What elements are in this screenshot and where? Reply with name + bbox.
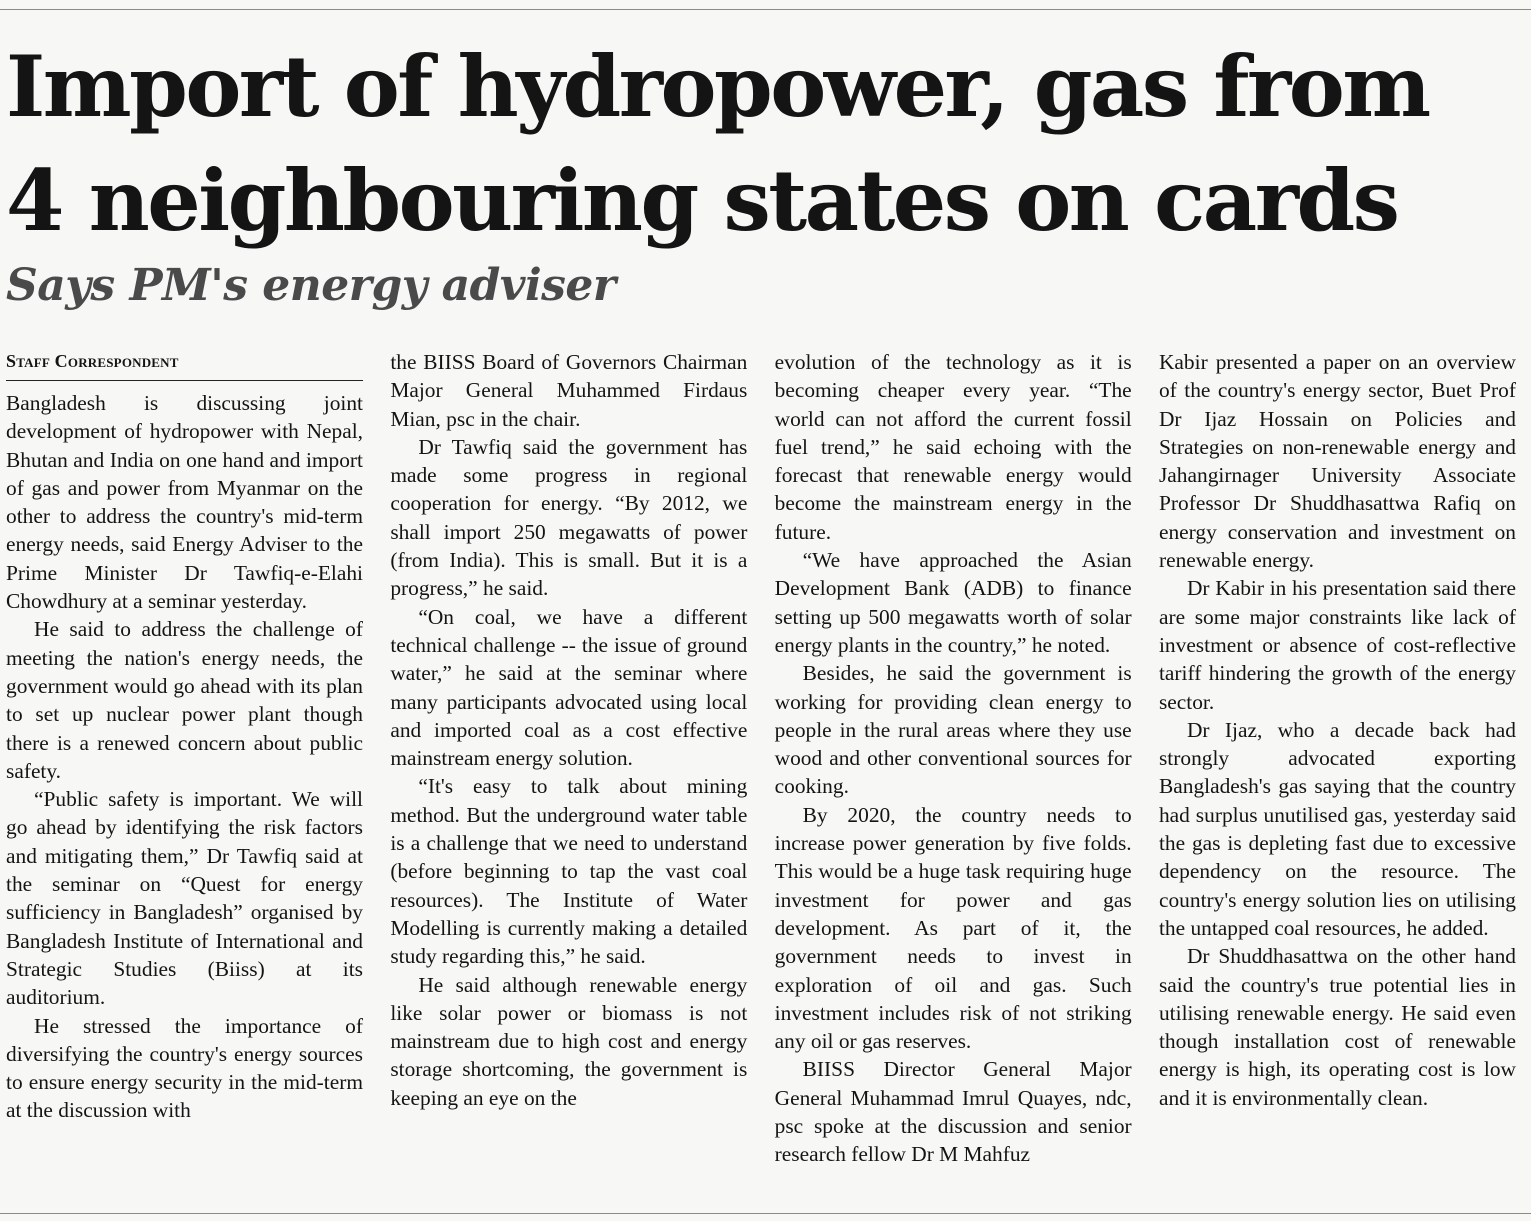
paragraph: Besides, he said the government is working for providing clean energy to people in the rural areas where they use wood and other conventional sources for cooking. [774, 661, 1132, 799]
paragraph: Dr Tawfiq said the government has made some progress in regional cooperation for energy. “By 2012, we shall import 250 megawatts of power (from India). This is small. But it is a progress,” he said. [390, 434, 748, 601]
paragraph: “On coal, we have a different technical challenge -- the issue of ground water,” he said at the seminar where many participants advocated using local and imported coal as a cost effective mainstream energy solution. [390, 604, 748, 771]
paragraph: Dr Shuddhasattwa on the other hand said the country's true potential lies in utilising renewable energy. He said even though installation cost of renewable energy is high, its operating cost is low and it is environmentally clean. [1158, 944, 1516, 1110]
byline: Staff Correspondent [6, 348, 363, 381]
paragraph: the BIISS Board of Governors Chairman Major General Muhammed Firdaus Mian, psc in the chair. [390, 350, 748, 431]
bottom-rule [0, 1213, 1531, 1214]
headline-line-1: Import of hydropower, gas from [6, 37, 1429, 136]
paragraph: Dr Kabir in his presentation said there are some major constraints like lack of investment or absence of cost-reflective tariff hindering the growth of the energy sector. [1158, 576, 1516, 714]
paragraph: Kabir presented a paper on an overview of the country's energy sector, Buet Prof Dr Ijaz Hossain on Policies and Strategies on non-renewable energy and Jahangirnager University Associate Professor Dr Shuddhasattwa Rafiq on energy conservation and investment on renewable energy. [1158, 350, 1516, 573]
paragraph: By 2020, the country needs to increase power generation by five folds. This would be a huge task requiring huge investment for power and gas development. As part of it, the government needs to invest in exploration of oil and gas. Such investment includes risk of not striking any oil or gas reserves. [774, 802, 1132, 1054]
paragraph: He said although renewable energy like solar power or biomass is not mainstream due to high cost and energy storage shortcoming, the government is keeping an eye on the [390, 972, 748, 1110]
paragraph: Dr Ijaz, who a decade back had strongly advocated exporting Bangladesh's gas saying that the country had surplus unutilised gas, yesterday said the gas is depleting fast due to excessive dependency on the resource. The country's energy solution lies on utilising the untapped coal resources, he added. [1158, 717, 1516, 940]
column-1 [6, 348, 363, 1169]
subheadline: Says PM's energy adviser [6, 260, 616, 311]
column-4 [1159, 348, 1516, 1169]
paragraph: “Public safety is important. We will go ahead by identifying the risk factors and mitigating them,” Dr Tawfiq said at the seminar on “Quest for energy sufficiency in Bangladesh” organised by Bangladesh Institute of International and Strategic Studies (Biiss) at its auditorium. [6, 787, 363, 1010]
column-2 [390, 348, 747, 1169]
paragraph: He said to address the challenge of meeting the nation's energy needs, the government would go ahead with its plan to set up nuclear power plant though there is a renewed concern about public safety. [6, 617, 363, 783]
paragraph: “It's easy to talk about mining method. But the underground water table is a challenge that we need to understand (before beginning to tap the vast coal resources). The Institute of Water Modelling is currently making a detailed study regarding this,” he said. [390, 774, 748, 969]
article [6, 30, 1522, 1167]
top-rule [0, 9, 1531, 10]
paragraph: He stressed the importance of diversifying the country's energy sources to ensure energy security in the mid-term at the discussion with [6, 1013, 363, 1123]
paragraph: BIISS Director General Major General Muhammad Imrul Quayes, ndc, psc spoke at the discussion and senior research fellow Dr M Mahfuz [774, 1057, 1132, 1167]
headline-line-2: 4 neighbouring states on cards [6, 151, 1398, 250]
headline [6, 30, 1522, 258]
paragraph: evolution of the technology as it is becoming cheaper every year. “The world can not afford the current fossil fuel trend,” he said echoing with the forecast that renewable energy would become the mainstream energy in the future. [774, 350, 1132, 544]
paragraph: Bangladesh is discussing joint development of hydropower with Nepal, Bhutan and India on one hand and import of gas and power from Myanmar on the other to address the country's mid-term energy needs, said Energy Adviser to the Prime Minister Dr Tawfiq-e-Elahi Chowdhury at a seminar yesterday. [6, 391, 363, 614]
column-3 [775, 348, 1132, 1169]
article-body [6, 348, 1516, 1169]
paragraph: “We have approached the Asian Development Bank (ADB) to finance setting up 500 megawatts worth of solar energy plants in the country,” he noted. [774, 548, 1132, 657]
